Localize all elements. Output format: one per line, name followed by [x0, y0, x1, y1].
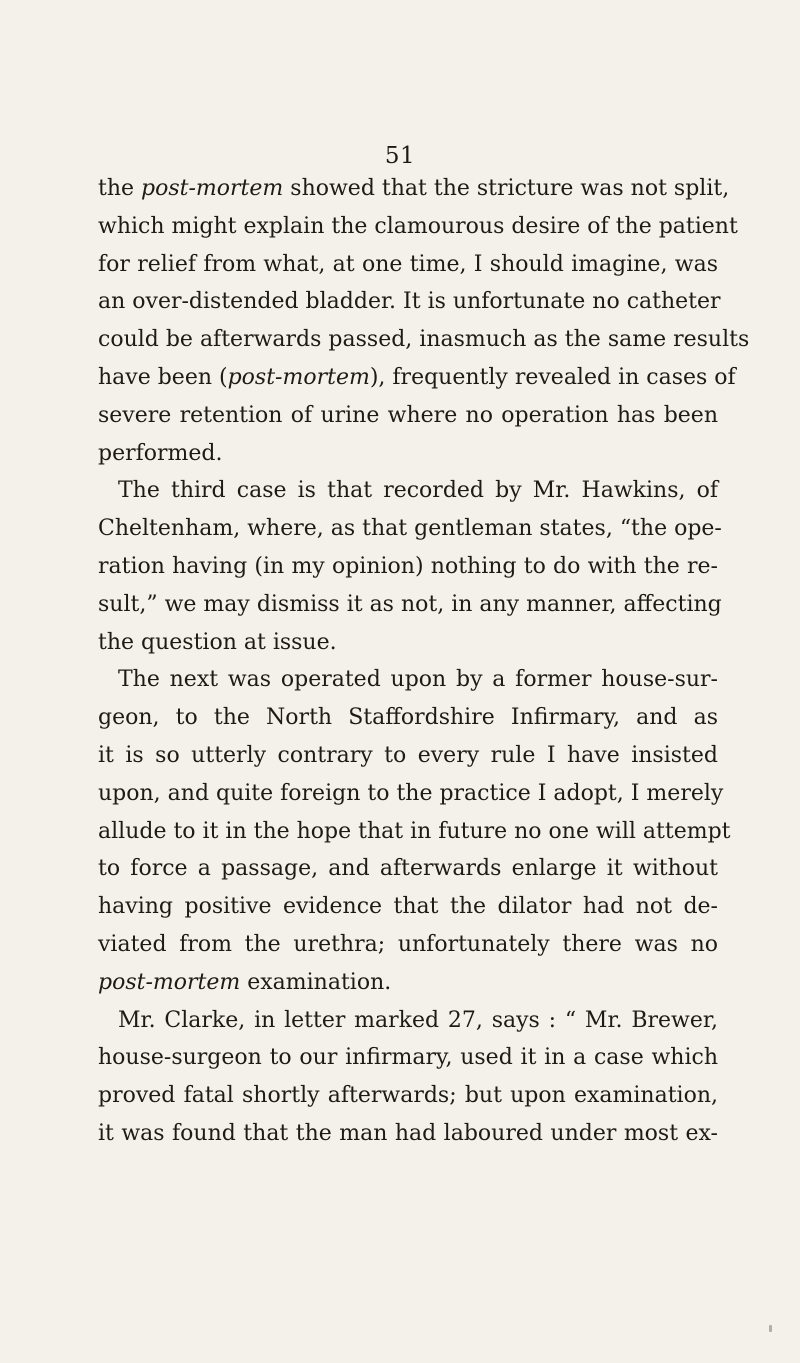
paper-speck — [769, 1325, 772, 1332]
text-segment: upon, and quite foreign to the practice I adopt, I merely — [98, 780, 724, 806]
text-line — [98, 472, 718, 510]
text-line — [98, 321, 750, 359]
text-segment: it was found that the man had laboured under most ex- — [98, 1120, 718, 1146]
text-segment: geon, to the North Staffordshire Infirmary, and as — [98, 705, 718, 731]
italic-term: post-mortem — [98, 969, 241, 995]
text-line — [98, 1039, 718, 1077]
text-segment: showed that the stricture was not split, — [283, 176, 730, 201]
text-segment: ), frequently revealed in cases of — [369, 364, 736, 390]
text-line — [98, 397, 718, 435]
body-text — [98, 170, 750, 1153]
text-line — [98, 170, 730, 208]
text-line — [98, 1002, 718, 1040]
text-segment: Cheltenham, where, as that gentleman states, “the ope- — [98, 516, 722, 542]
text-segment: The third case is that recorded by Mr. Hawkins, of — [118, 478, 718, 504]
text-segment: ration having (in my opinion) nothing to do with the re- — [98, 553, 718, 579]
text-segment: for relief from what, at one time, I should imagine, was — [98, 251, 718, 277]
text-line — [98, 624, 718, 662]
text-segment: which might explain the clamourous desire of the patient — [98, 213, 738, 239]
text-line — [98, 1077, 718, 1115]
text-segment: an over-distended bladder. It is unfortunate no catheter — [98, 289, 721, 315]
text-line — [98, 359, 736, 397]
text-line — [98, 699, 718, 737]
text-segment: examination. — [240, 969, 392, 995]
text-line — [98, 246, 718, 284]
text-line — [98, 737, 718, 775]
text-segment: could be afterwards passed, inasmuch as the same results — [98, 327, 750, 353]
text-segment: sult,” we may dismiss it as not, in any manner, affecting — [98, 591, 722, 617]
text-segment: performed. — [98, 440, 223, 466]
text-line — [98, 548, 718, 586]
text-segment: severe retention of urine where no operation has been — [98, 402, 718, 428]
text-line — [98, 813, 731, 851]
text-segment: Mr. Clarke, in letter marked 27, says : “ Mr. Brewer, — [118, 1007, 718, 1033]
text-segment: the — [98, 176, 142, 201]
text-segment: the question at issue. — [98, 629, 337, 655]
text-line — [98, 283, 721, 321]
text-segment: have been ( — [98, 364, 228, 390]
text-line — [98, 435, 718, 473]
text-segment: allude to it in the hope that in future no one will attempt — [98, 818, 731, 844]
text-segment: viated from the urethra; unfortunately there was no — [98, 931, 718, 957]
text-line — [98, 586, 722, 624]
text-segment: proved fatal shortly afterwards; but upon examination, — [98, 1083, 718, 1109]
text-line — [98, 926, 718, 964]
text-line — [98, 208, 738, 246]
text-segment: The next was operated upon by a former house-sur- — [118, 667, 718, 693]
text-line — [98, 888, 718, 926]
page-number: 51 — [384, 143, 416, 169]
text-segment: to force a passage, and afterwards enlarge it without — [98, 856, 718, 882]
text-segment: it is so utterly contrary to every rule I have insisted — [98, 742, 718, 768]
text-line — [98, 775, 724, 813]
text-line — [98, 510, 722, 548]
italic-term: post-mortem — [227, 364, 370, 390]
italic-term: post-mortem — [141, 176, 284, 201]
text-line — [98, 964, 718, 1002]
text-line — [98, 1115, 718, 1153]
text-segment: having positive evidence that the dilator had not de- — [98, 894, 718, 920]
text-line — [98, 850, 718, 888]
text-segment: house-surgeon to our infirmary, used it in a case which — [98, 1045, 718, 1071]
text-line — [98, 661, 718, 699]
